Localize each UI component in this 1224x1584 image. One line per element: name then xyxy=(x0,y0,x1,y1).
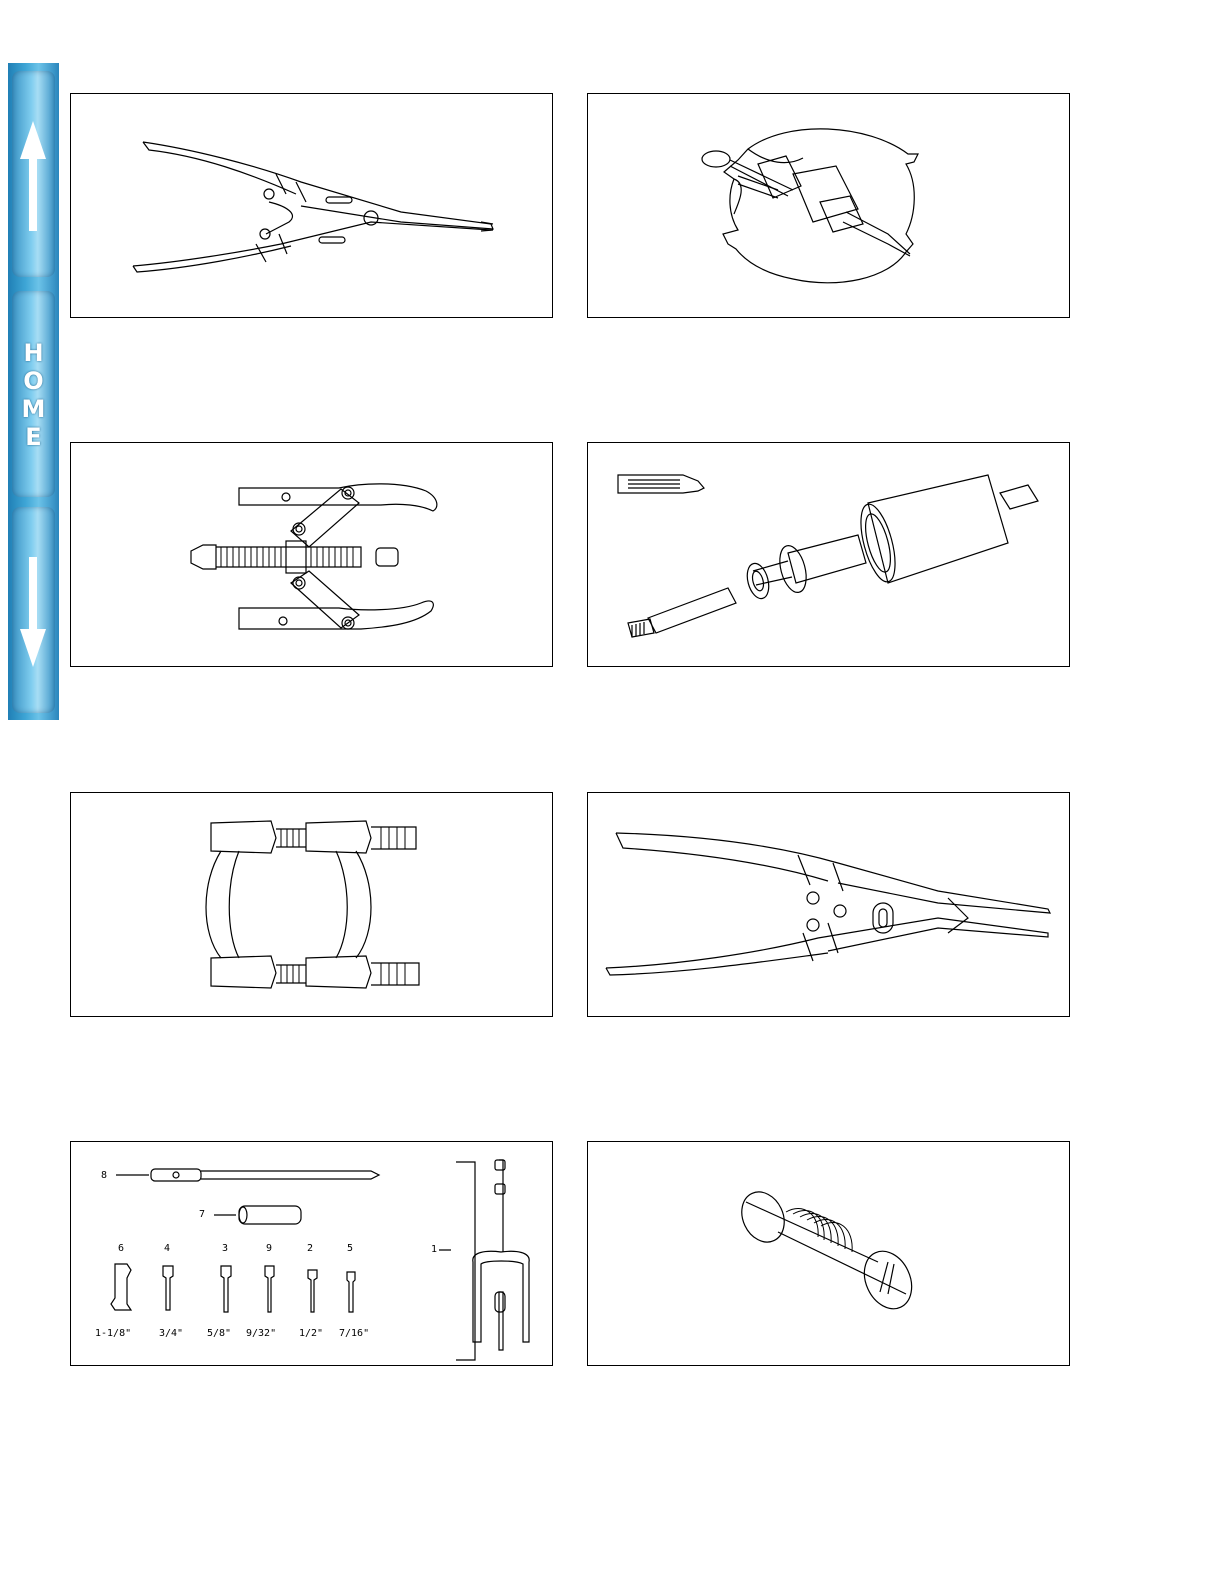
bearing-separator-drawing xyxy=(71,793,554,1018)
driver-size: 1/2" xyxy=(299,1328,324,1339)
driver-size: 5/8" xyxy=(207,1328,232,1339)
callout-8: 8 xyxy=(101,1170,108,1181)
figure-gear-puller xyxy=(70,442,553,667)
figure-threaded-sleeve xyxy=(587,1141,1070,1366)
figure-slide-hammer-puller xyxy=(587,442,1070,667)
callout-1: 1 xyxy=(431,1244,438,1255)
driver-number: 2 xyxy=(307,1243,314,1254)
driver-number: 9 xyxy=(266,1243,273,1254)
snap-ring-pliers-drawing xyxy=(71,94,554,319)
figure-bushing-driver-set xyxy=(70,1141,553,1366)
home-label: H O M E xyxy=(21,339,46,451)
driver-bits xyxy=(111,1264,355,1312)
figure-bearing-separator xyxy=(70,792,553,1017)
driver-size: 3/4" xyxy=(159,1328,184,1339)
driver-size: 7/16" xyxy=(339,1328,370,1339)
slide-hammer-drawing xyxy=(588,443,1071,668)
figure-bearing-clamp-tool xyxy=(587,93,1070,318)
driver-size: 9/32" xyxy=(246,1328,277,1339)
home-button[interactable] xyxy=(12,291,55,497)
driver-number: 5 xyxy=(347,1243,354,1254)
driver-number: 3 xyxy=(222,1243,229,1254)
figure-snap-ring-pliers xyxy=(70,93,553,318)
callout-7: 7 xyxy=(199,1209,206,1220)
internal-pliers-drawing xyxy=(588,793,1071,1018)
page-up-button[interactable] xyxy=(12,71,55,277)
driver-size: 1-1/8" xyxy=(95,1328,132,1339)
arrow-down-icon xyxy=(12,507,55,713)
threaded-sleeve-drawing xyxy=(588,1142,1071,1367)
figure-internal-snap-ring-pliers xyxy=(587,792,1070,1017)
page-down-button[interactable] xyxy=(12,507,55,713)
side-navigation xyxy=(8,63,59,720)
driver-number: 4 xyxy=(164,1243,171,1254)
bearing-clamp-tool-drawing xyxy=(588,94,1071,319)
arrow-up-icon xyxy=(12,71,55,277)
driver-number: 6 xyxy=(118,1243,125,1254)
gear-puller-drawing xyxy=(71,443,554,668)
